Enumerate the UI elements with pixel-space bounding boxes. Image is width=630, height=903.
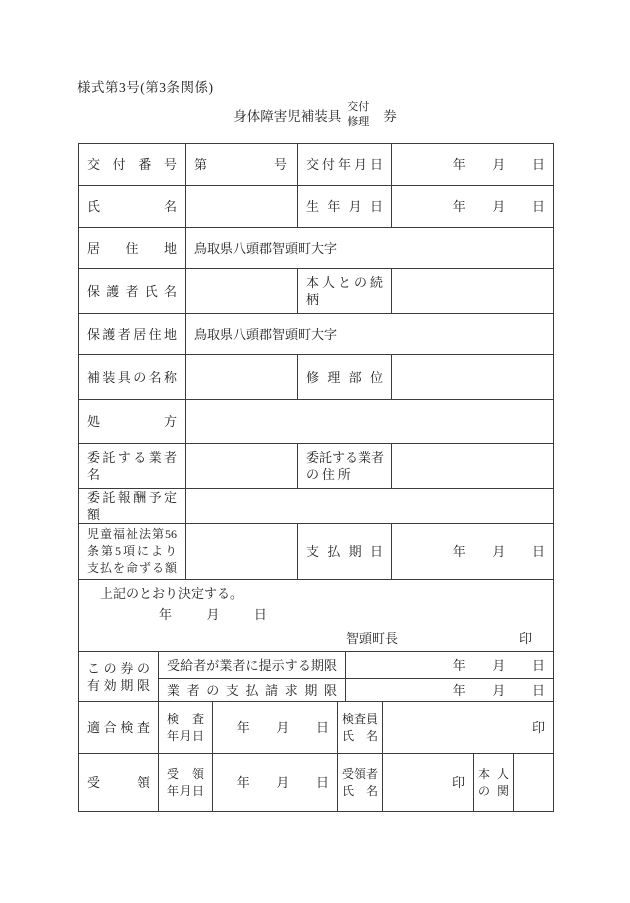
receipt-relation-cell bbox=[474, 754, 514, 812]
row-vendor bbox=[79, 444, 554, 489]
ordered-amount-label-line2: 条第5項により bbox=[87, 544, 178, 558]
receiver-name-label-cell bbox=[338, 754, 383, 812]
birth-date-value: 年 月 日 bbox=[392, 186, 554, 228]
title-prefix: 身体障害児補装具 bbox=[233, 108, 342, 124]
row-inspection bbox=[79, 702, 554, 754]
row-receipt bbox=[79, 754, 554, 812]
title-option-repair: 修理 bbox=[347, 115, 370, 128]
repair-part-value-cell bbox=[392, 355, 554, 400]
receipt-relation-line1: 本人 bbox=[478, 766, 510, 781]
issue-date-label: 交付年月日 bbox=[298, 144, 392, 186]
receipt-seal-mark: 印 bbox=[452, 775, 466, 790]
issue-number-suffix: 号 bbox=[274, 157, 288, 172]
receipt-date-label-line1: 受領 bbox=[167, 766, 205, 781]
row-decision bbox=[79, 580, 554, 652]
receipt-date-value: 年 月 日 bbox=[213, 754, 338, 812]
title-option-issue: 交付 bbox=[347, 101, 370, 113]
row-validity-present bbox=[79, 652, 554, 679]
birth-date-label: 生年月日 bbox=[298, 186, 392, 228]
inspection-date-value: 年 月 日 bbox=[213, 702, 338, 754]
form-number: 様式第3号(第3条関係) bbox=[77, 80, 214, 95]
validity-present-label: 受給者が業者に提示する期限 bbox=[159, 652, 346, 679]
payment-due-value: 年 月 日 bbox=[392, 524, 554, 580]
relationship-value-cell bbox=[392, 269, 554, 314]
vendor-address-label-line1: 委託する業者 bbox=[306, 450, 385, 465]
receipt-label: 受領 bbox=[79, 754, 159, 812]
document-title bbox=[0, 100, 630, 129]
row-residence bbox=[79, 228, 554, 269]
planned-fee-value-cell bbox=[186, 489, 554, 524]
inspector-name-value-cell bbox=[383, 702, 554, 754]
row-issue-number bbox=[79, 144, 554, 186]
issue-number-label: 交付番号 bbox=[79, 144, 186, 186]
decision-date: 年 月 日 bbox=[159, 606, 267, 622]
validity-label-line1: この券の bbox=[87, 660, 150, 676]
decision-text: 上記のとおり決定する。 bbox=[100, 585, 244, 601]
row-guardian-residence bbox=[79, 314, 554, 355]
prescription-label: 処方 bbox=[79, 400, 186, 444]
issue-number-prefix: 第 bbox=[194, 157, 208, 172]
vendor-address-label-line2: の住所 bbox=[306, 467, 354, 482]
receiver-name-value-cell bbox=[383, 754, 474, 812]
inspection-date-label-line2: 年月日 bbox=[167, 728, 205, 743]
row-ordered-amount bbox=[79, 524, 554, 580]
validity-claim-label: 業者の支払請求期限 bbox=[159, 679, 346, 702]
receipt-relation-line2: の関 bbox=[478, 783, 510, 798]
ordered-amount-label-line3: 支払を命ずる額 bbox=[87, 561, 178, 575]
row-planned-fee bbox=[79, 489, 554, 524]
ordered-amount-value-cell bbox=[186, 524, 298, 580]
row-name bbox=[79, 186, 554, 228]
receipt-date-label-line2: 年月日 bbox=[167, 783, 205, 798]
inspection-label: 適合検査 bbox=[79, 702, 159, 754]
validity-claim-value: 年 月 日 bbox=[346, 679, 554, 702]
ordered-amount-label-cell bbox=[79, 524, 186, 580]
inspection-date-label-line1: 検査 bbox=[167, 711, 205, 726]
prescription-value-cell bbox=[186, 400, 554, 444]
decision-signer: 智頭町長 bbox=[346, 630, 399, 646]
validity-present-value: 年 月 日 bbox=[346, 652, 554, 679]
inspector-name-label-cell bbox=[338, 702, 383, 754]
planned-fee-label: 委託報酬予定額 bbox=[79, 489, 186, 524]
relationship-label: 本人との続柄 bbox=[298, 269, 392, 314]
guardian-name-value-cell bbox=[186, 269, 298, 314]
inspection-seal-mark: 印 bbox=[532, 720, 546, 735]
ordered-amount-label-line1: 児童福祉法第56 bbox=[87, 527, 178, 541]
form-table bbox=[78, 143, 554, 812]
validity-label-line2: 有効期限 bbox=[87, 677, 150, 693]
inspector-label-line1: 検査員 bbox=[342, 711, 379, 726]
guardian-residence-value: 鳥取県八頭郡智頭町大字 bbox=[186, 314, 554, 355]
name-value-cell bbox=[186, 186, 298, 228]
inspector-label-line2: 氏名 bbox=[342, 728, 379, 743]
receipt-relation-value-cell bbox=[514, 754, 554, 812]
guardian-name-label: 保護者氏名 bbox=[79, 269, 186, 314]
receiver-label-line1: 受領者 bbox=[342, 766, 379, 781]
receiver-label-line2: 氏名 bbox=[342, 783, 379, 798]
receipt-date-label-cell bbox=[159, 754, 213, 812]
row-prescription bbox=[79, 400, 554, 444]
device-name-value-cell bbox=[186, 355, 298, 400]
inspection-date-label-cell bbox=[159, 702, 213, 754]
issue-number-value-cell bbox=[186, 144, 298, 186]
vendor-address-value-cell bbox=[392, 444, 554, 489]
vendor-name-label: 委託する業者名 bbox=[79, 444, 186, 489]
decision-seal-mark: 印 bbox=[519, 630, 533, 646]
device-name-label: 補装具の名称 bbox=[79, 355, 186, 400]
repair-part-label: 修理部位 bbox=[298, 355, 392, 400]
decision-cell bbox=[79, 580, 554, 652]
name-label: 氏名 bbox=[79, 186, 186, 228]
validity-label-cell bbox=[79, 652, 159, 702]
payment-due-label: 支払期日 bbox=[298, 524, 392, 580]
guardian-residence-label: 保護者居住地 bbox=[79, 314, 186, 355]
issue-date-value: 年 月 日 bbox=[392, 144, 554, 186]
title-option-stack bbox=[347, 100, 369, 129]
residence-label: 居住地 bbox=[79, 228, 186, 269]
vendor-address-label-cell bbox=[298, 444, 392, 489]
row-device-name bbox=[79, 355, 554, 400]
residence-value: 鳥取県八頭郡智頭町大字 bbox=[186, 228, 554, 269]
title-suffix: 券 bbox=[383, 108, 397, 124]
decision-signature-line bbox=[87, 630, 545, 647]
row-guardian-name bbox=[79, 269, 554, 314]
vendor-name-value-cell bbox=[186, 444, 298, 489]
